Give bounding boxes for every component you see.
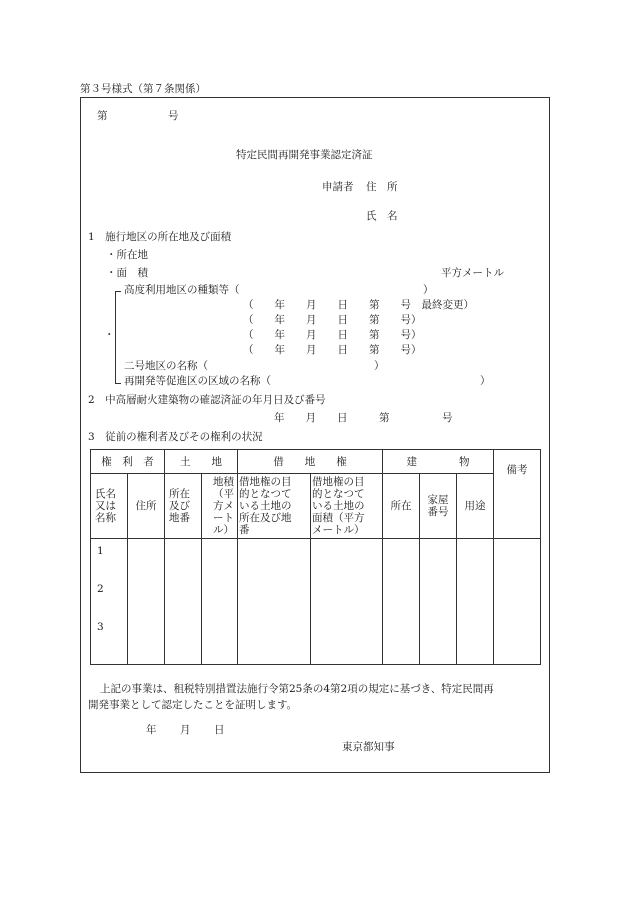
table-cell[interactable] <box>420 539 457 665</box>
section2-heading: 2 中高層耐火建築物の確認済証の年月日及び番号 <box>88 394 326 406</box>
table-cell[interactable] <box>457 539 494 665</box>
subheader-lease-location: 借地権の目 的となつて いる土地の 所在及び地 番 <box>238 474 311 539</box>
district-bracket-bottom <box>115 383 121 384</box>
certificate-title: 特定民間再開発事業認定済証 <box>236 149 373 161</box>
saikaihatsu-close: ） <box>480 375 491 387</box>
date-year: 年 <box>146 724 157 736</box>
subheader-land-location: 所在 及び 地番 <box>165 474 202 539</box>
section1-heading: 1 施行地区の所在地及び面積 <box>88 231 232 243</box>
form-title: 第３号様式（第７条関係） <box>80 83 206 95</box>
kodo-riyo-label: 高度利用地区の種類等（ <box>124 284 240 296</box>
subheader-usage: 用途 <box>457 474 494 539</box>
nigo-label: 二号地区の名称（ <box>124 360 208 372</box>
saikaihatsu-label: 再開発等促進区の区域の名称（ <box>124 375 271 387</box>
date-month: 月 <box>180 724 191 736</box>
subheader-building-location: 所在 <box>383 474 420 539</box>
kodo-riyo-close: ） <box>423 284 434 296</box>
rights-table <box>90 449 541 665</box>
location-label: ・所在地 <box>106 249 148 261</box>
district-bracket <box>115 291 116 383</box>
subheader-lease-area: 借地権の目 的となつて いる土地の 面積（平方 メートル） <box>311 474 383 539</box>
section2-date: 年 月 日 第 号 <box>274 412 453 424</box>
header-biko: 備考 <box>494 450 541 539</box>
row-number: 2 <box>97 582 104 595</box>
kodo-date-1: （ 年 月 日 第 号 最終変更） <box>243 299 474 311</box>
section3-heading: 3 従前の権利者及びその権利の状況 <box>88 431 263 443</box>
area-label: ・面 積 <box>106 267 148 279</box>
table-cell[interactable] <box>165 539 202 665</box>
header-shakuchiken: 借 地 権 <box>238 450 383 474</box>
subheader-address: 住所 <box>128 474 165 539</box>
applicant-name: 氏 名 <box>366 210 398 222</box>
kodo-date-4: （ 年 月 日 第 号） <box>243 344 422 356</box>
table-cell[interactable] <box>311 539 383 665</box>
row-number-cell <box>91 539 128 665</box>
kodo-date-3: （ 年 月 日 第 号） <box>243 329 422 341</box>
table-cell[interactable] <box>202 539 238 665</box>
subheader-land-area: 地積 （平 方メ ート ル） <box>202 474 238 539</box>
nigo-close: ） <box>374 360 385 372</box>
header-kenrisha: 権 利 者 <box>91 450 165 474</box>
area-unit: 平方メートル <box>441 267 504 279</box>
table-cell[interactable] <box>128 539 165 665</box>
statement-line2: 開発事業として認定したことを証明します。 <box>88 699 298 711</box>
subheader-house-number: 家屋 番号 <box>420 474 457 539</box>
subheader-name: 氏名 又は 名称 <box>91 474 128 539</box>
district-bracket-top <box>115 291 121 292</box>
number-go: 号 <box>168 110 179 122</box>
date-day: 日 <box>214 724 225 736</box>
statement-line1: 上記の事業は、租税特別措置法施行令第25条の4第2項の規定に基づき、特定民間再 <box>100 683 494 695</box>
header-tatemono: 建 物 <box>383 450 494 474</box>
row-number: 1 <box>97 544 104 557</box>
number-dai: 第 <box>97 110 108 122</box>
table-cell[interactable] <box>494 539 541 665</box>
table-cell[interactable] <box>238 539 311 665</box>
kodo-date-2: （ 年 月 日 第 号） <box>243 314 422 326</box>
applicant-label: 申請者 <box>322 181 354 193</box>
applicant-address: 住 所 <box>366 181 398 193</box>
header-tochi: 土 地 <box>165 450 238 474</box>
issuer: 東京都知事 <box>342 741 395 753</box>
table-cell[interactable] <box>383 539 420 665</box>
district-bullet: ・ <box>104 329 115 341</box>
row-number: 3 <box>97 620 104 633</box>
